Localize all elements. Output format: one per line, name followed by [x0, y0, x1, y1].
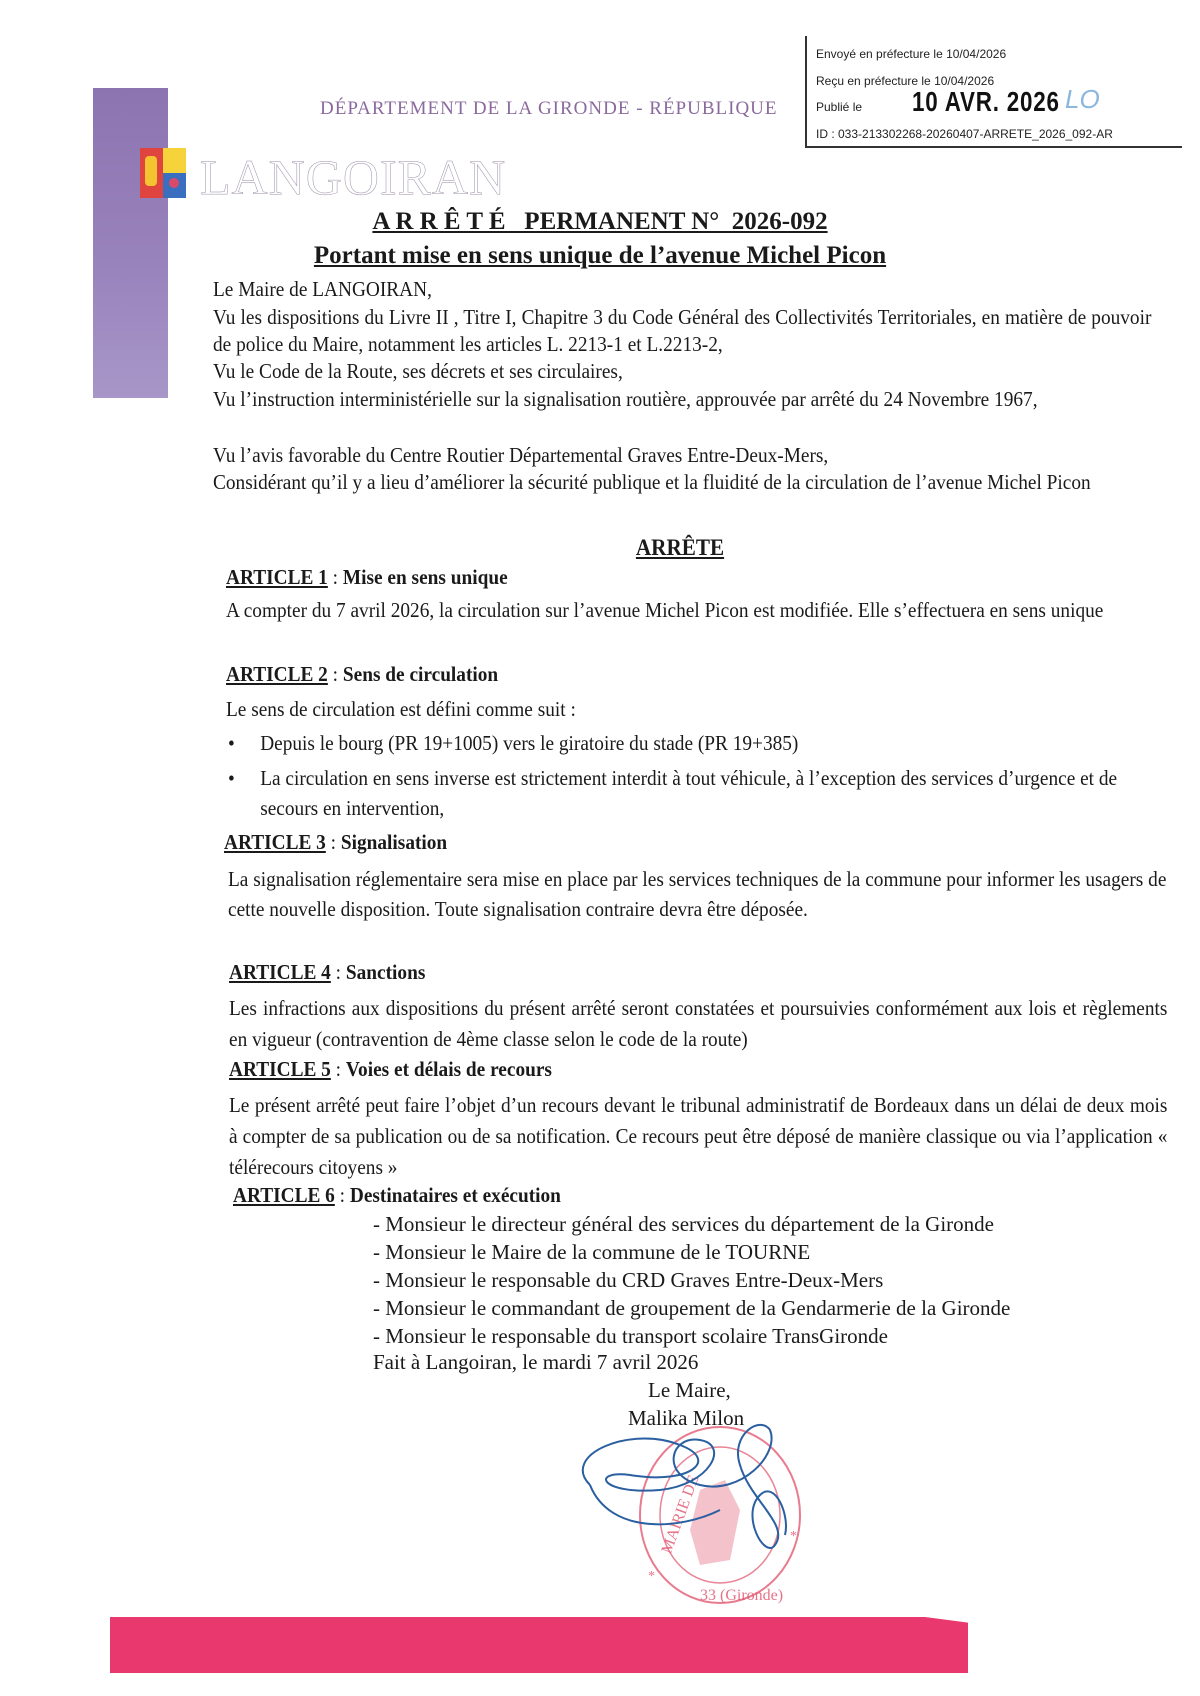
- sent-date: Envoyé en préfecture le 10/04/2026: [816, 47, 1007, 61]
- prefecture-stamp: [805, 36, 1182, 148]
- svg-text:*: *: [790, 1529, 797, 1544]
- footer-pink-band: [110, 1617, 968, 1673]
- town-name: LANGOIRAN: [200, 149, 507, 205]
- preamble-code-route: Vu le Code de la Route, ses décrets et ses circulaires,: [213, 359, 623, 383]
- article-3-heading: ARTICLE 3 : Signalisation: [224, 830, 448, 854]
- coat-of-arms-icon: [140, 148, 186, 198]
- article-2-heading: ARTICLE 2 : Sens de circulation: [226, 662, 499, 686]
- recipient-item: - Monsieur le commandant de groupement de la Gendarmerie de la Gironde: [373, 1296, 1011, 1320]
- decree-heading: ARRÊTE: [635, 535, 725, 560]
- recipient-item: - Monsieur le Maire de la commune de le TOURNE: [373, 1240, 811, 1264]
- published-label: Publié le: [816, 100, 863, 114]
- act-id: ID : 033-213302268-20260407-ARRETE_2026_092-AR: [816, 127, 1113, 141]
- article-1-heading: ARTICLE 1 : Mise en sens unique: [226, 565, 508, 589]
- article-5-heading: ARTICLE 5 : Voies et délais de recours: [229, 1057, 552, 1081]
- decree-title: A R R Ê T É PERMANENT N° 2026-092: [372, 208, 828, 235]
- recipient-item: - Monsieur le directeur général des services du département de la Gironde: [373, 1212, 994, 1236]
- preamble-instruction: Vu l’instruction interministérielle sur la signalisation routière, approuvée par arrêté du 24 Novembre 1967,: [213, 387, 1038, 411]
- article-1-text: A compter du 7 avril 2026, la circulation sur l’avenue Michel Picon est modifiée. Elle s’effectuera en sens unique: [226, 598, 1104, 622]
- svg-text:MAIRIE DE: MAIRIE DE: [658, 1472, 703, 1556]
- signer-role: Le Maire,: [648, 1378, 731, 1402]
- article-5-text: Le présent arrêté peut faire l’objet d’un recours devant le tribunal administratif de Bordeaux dans un délai de deux mois à compter de sa publication ou de sa notification. Ce recours peut être déposé de manière classique ou via l’application « télérecours citoyens »: [229, 1093, 1168, 1179]
- handwritten-signature-icon: [570, 1415, 820, 1565]
- recipient-item: - Monsieur le responsable du transport scolaire TransGironde: [373, 1324, 888, 1348]
- article-2-text: Le sens de circulation est défini comme suit :: [226, 697, 576, 721]
- article-3-text: La signalisation réglementaire sera mise en place par les services techniques de la commune pour informer les usagers de cette nouvelle disposition. Toute signalisation contraire devra être déposée.: [228, 867, 1167, 921]
- preamble-cgct: Vu les dispositions du Livre II , Titre I, Chapitre 3 du Code Général des Collectivités Territoriales, en matière de pouvoir de police du Maire, notamment les articles L. 2213-1 et L.2213-2,: [213, 305, 1152, 356]
- handwritten-initials: LO: [1065, 84, 1100, 114]
- recipient-item: - Monsieur le responsable du CRD Graves Entre-Deux-Mers: [373, 1268, 884, 1292]
- published-date: 10 AVR. 2026: [912, 86, 1060, 117]
- preamble-crd-opinion: Vu l’avis favorable du Centre Routier Départemental Graves Entre-Deux-Mers,: [213, 443, 829, 467]
- signer-name: Malika Milon: [628, 1406, 745, 1430]
- article-4-heading: ARTICLE 4 : Sanctions: [229, 960, 426, 984]
- svg-text:33 (Gironde): 33 (Gironde): [700, 1587, 784, 1604]
- article-4-text: Les infractions aux dispositions du présent arrêté seront constatées et poursuivies conformément aux lois et règlements en vigueur (contravention de 4ème classe selon le code de la route): [229, 996, 1168, 1051]
- received-date: Reçu en préfecture le 10/04/2026: [816, 74, 995, 88]
- preamble-mayor: Le Maire de LANGOIRAN,: [213, 277, 432, 301]
- svg-text:*: *: [648, 1569, 655, 1584]
- place-and-date: Fait à Langoiran, le mardi 7 avril 2026: [373, 1350, 699, 1374]
- decree-subtitle: Portant mise en sens unique de l’avenue Michel Picon: [313, 242, 887, 269]
- article-6-heading: ARTICLE 6 : Destinataires et exécution: [233, 1183, 561, 1207]
- department-header: DÉPARTEMENT DE LA GIRONDE - RÉPUBLIQUE: [320, 98, 778, 119]
- preamble-considering: Considérant qu’il y a lieu d’améliorer la sécurité publique et la fluidité de la circulation de l’avenue Michel Picon: [213, 470, 1091, 494]
